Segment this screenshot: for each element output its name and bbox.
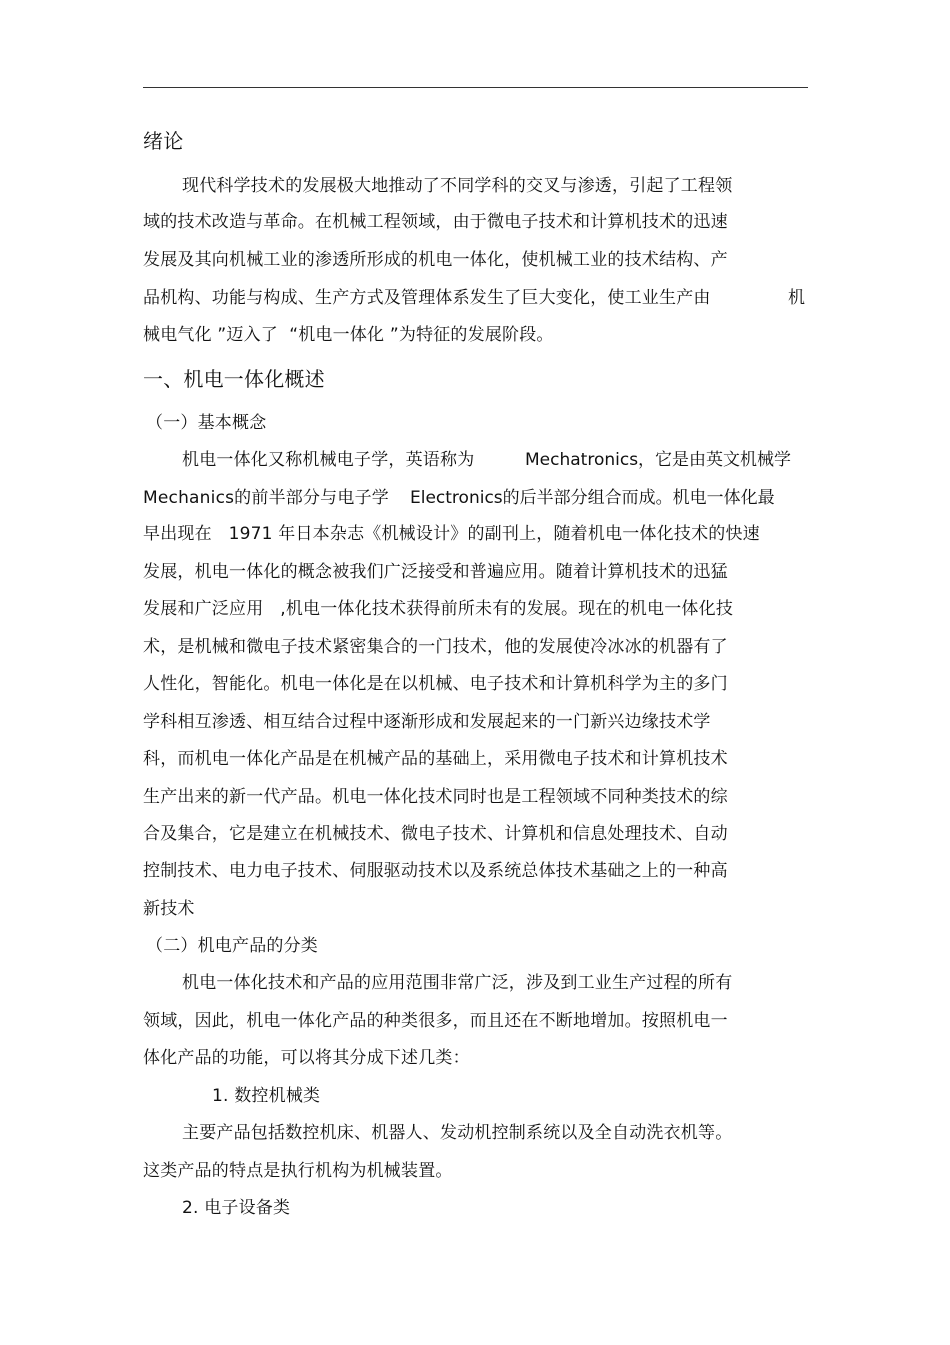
paragraph-line: 生产出来的新一代产品。机电一体化技术同时也是工程领域不同种类技术的综 [143,787,728,807]
paragraph-line: 学科相互渗透、相互结合过程中逐渐形成和发展起来的一门新兴边缘技术学 [143,712,711,732]
paragraph-line: 早出现在 1971 年日本杂志《机械设计》的副刊上，随着机电一体化技术的快速 [143,524,760,544]
section-heading: 一、机电一体化概述 [143,367,325,391]
paragraph-line: 科，而机电一体化产品是在机械产品的基础上，采用微电子技术和计算机技术 [143,749,728,769]
paragraph-line: 这类产品的特点是执行机构为机械装置。 [143,1161,453,1181]
paragraph-line: 新技术 [143,899,195,919]
paragraph-line: 主要产品包括数控机床、机器人、发动机控制系统以及全自动洗衣机等。 [182,1123,733,1143]
paragraph-line-fragment: 机 [788,288,805,308]
paragraph-line: 人性化，智能化。机电一体化是在以机械、电子技术和计算机科学为主的多门 [143,674,728,694]
paragraph-line: 术，是机械和微电子技术紧密集合的一门技术，他的发展使冷冰冰的机器有了 [143,637,728,657]
paragraph-line: 发展及其向机械工业的渗透所形成的机电一体化，使机械工业的技术结构、产 [143,250,728,270]
paragraph-line-fragment: Mechatronics，它是由英文机械学 [525,450,792,470]
list-item-heading: 2. 电子设备类 [182,1198,291,1218]
page-title: 绪论 [143,129,184,153]
header-rule [143,87,808,88]
paragraph-line: 域的技术改造与革命。在机械工程领域，由于微电子技术和计算机技术的迅速 [143,212,728,232]
paragraph-line: 体化产品的功能，可以将其分成下述几类： [143,1048,470,1068]
paragraph-line: Mechanics的前半部分与电子学 [143,488,389,508]
paragraph-line: 械电气化 ”迈入了 “机电一体化 ”为特征的发展阶段。 [143,325,554,345]
subsection-heading: （一）基本概念 [146,413,267,433]
paragraph-line: 发展和广泛应用 ,机电一体化技术获得前所未有的发展。现在的机电一体化技 [143,599,734,619]
list-item-heading: 1. 数控机械类 [212,1086,321,1106]
subsection-heading: （二）机电产品的分类 [146,936,318,956]
paragraph-line: 现代科学技术的发展极大地推动了不同学科的交叉与渗透，引起了工程领 [182,176,733,196]
paragraph-line: 合及集合，它是建立在机械技术、微电子技术、计算机和信息处理技术、自动 [143,824,728,844]
paragraph-line: 机电一体化又称机械电子学，英语称为 [182,450,475,470]
paragraph-line: 控制技术、电力电子技术、伺服驱动技术以及系统总体技术基础之上的一种高 [143,861,728,881]
paragraph-line: 机电一体化技术和产品的应用范围非常广泛，涉及到工业生产过程的所有 [182,973,733,993]
paragraph-line: 领域，因此，机电一体化产品的种类很多，而且还在不断地增加。按照机电一 [143,1011,728,1031]
paragraph-line: 发展，机电一体化的概念被我们广泛接受和普遍应用。随着计算机技术的迅猛 [143,562,728,582]
paragraph-line-fragment: Electronics的后半部分组合而成。机电一体化最 [410,488,775,508]
paragraph-line: 品机构、功能与构成、生产方式及管理体系发生了巨大变化，使工业生产由 [143,288,711,308]
